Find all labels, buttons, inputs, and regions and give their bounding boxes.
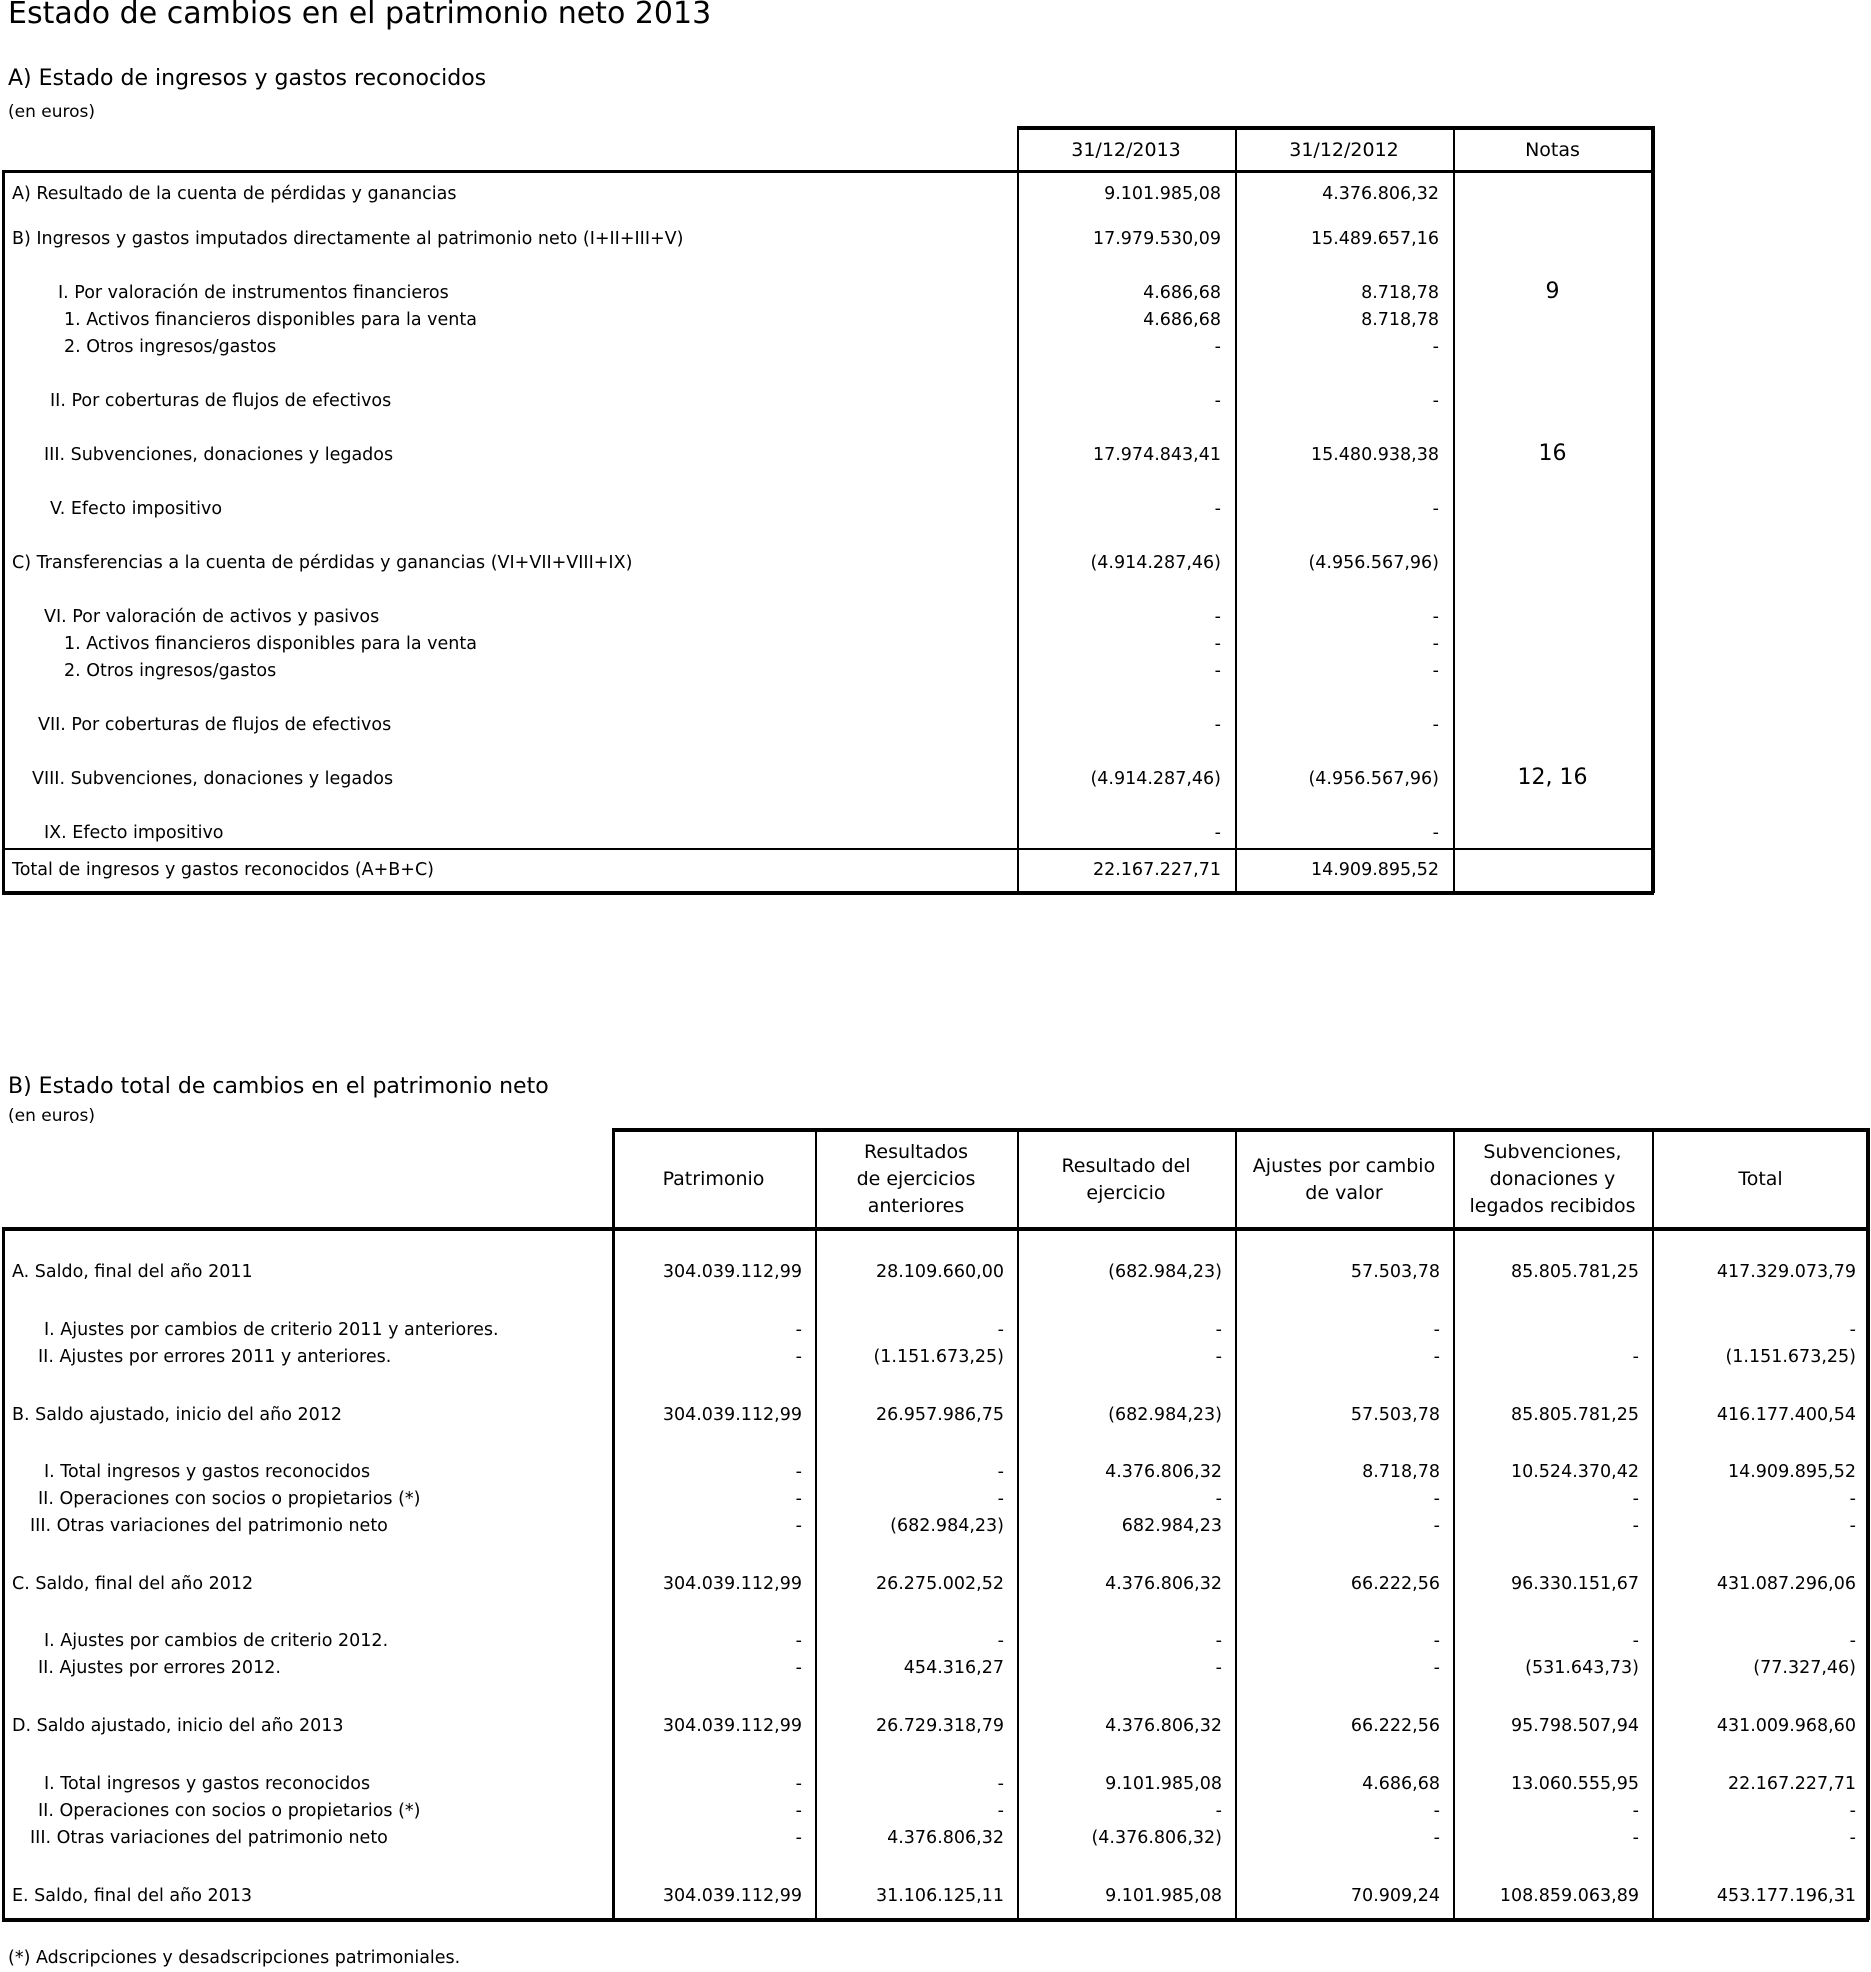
cell-value: 8.718,78 xyxy=(1362,1462,1440,1482)
column-header-line: Total xyxy=(1738,1168,1783,1190)
row-label: VII. Por coberturas de flujos de efectivos xyxy=(38,715,392,735)
cell-value: - xyxy=(1632,1631,1639,1651)
cell-value: (682.984,23) xyxy=(1108,1262,1222,1282)
cell-value: 57.503,78 xyxy=(1350,1405,1440,1425)
table-border xyxy=(1866,1128,1870,1920)
cell-value: 85.805.781,25 xyxy=(1510,1405,1639,1425)
cell-value: - xyxy=(997,1631,1004,1651)
row-label: III. Otras variaciones del patrimonio neto xyxy=(30,1516,388,1536)
cell-value: - xyxy=(795,1489,802,1509)
column-header-line: legados recibidos xyxy=(1469,1195,1636,1217)
cell-value: (1.151.673,25) xyxy=(873,1347,1004,1367)
cell-value: 417.329.073,79 xyxy=(1716,1262,1856,1282)
column-header-line: Resultados xyxy=(864,1141,968,1163)
cell-value: 57.503,78 xyxy=(1350,1262,1440,1282)
cell-value: - xyxy=(1215,1320,1222,1340)
value-2012: 4.376.806,32 xyxy=(1322,184,1439,204)
cell-value: (682.984,23) xyxy=(890,1516,1004,1536)
value-2013: 4.686,68 xyxy=(1143,310,1221,330)
row-label: A) Resultado de la cuenta de pérdidas y ganancias xyxy=(12,184,457,204)
row-label: III. Otras variaciones del patrimonio neto xyxy=(30,1828,388,1848)
row-label: I. Ajustes por cambios de criterio 2011 y anteriores. xyxy=(44,1320,499,1340)
row-label: I. Total ingresos y gastos reconocidos xyxy=(44,1774,371,1794)
nota-ref: 16 xyxy=(1538,441,1567,466)
row-label: A. Saldo, final del año 2011 xyxy=(12,1262,253,1282)
cell-value: 682.984,23 xyxy=(1121,1516,1222,1536)
cell-value: 454.316,27 xyxy=(903,1658,1004,1678)
row-label: 1. Activos financieros disponibles para la venta xyxy=(64,634,477,654)
cell-value: - xyxy=(1849,1489,1856,1509)
value-2012: - xyxy=(1432,391,1439,411)
column-header-line: ejercicio xyxy=(1086,1181,1166,1204)
table-border xyxy=(2,1227,5,1920)
cell-value: (682.984,23) xyxy=(1108,1405,1222,1425)
value-2013: - xyxy=(1214,715,1221,735)
cell-value: 9.101.985,08 xyxy=(1105,1886,1222,1906)
value-2013: (4.914.287,46) xyxy=(1090,769,1221,789)
cell-value: - xyxy=(1433,1631,1440,1651)
cell-value: - xyxy=(1632,1347,1639,1367)
cell-value: - xyxy=(1849,1320,1856,1340)
value-2012: 15.480.938,38 xyxy=(1310,445,1439,465)
cell-value: 22.167.227,71 xyxy=(1727,1774,1856,1794)
column-header-line: donaciones y xyxy=(1489,1168,1616,1190)
cell-value: - xyxy=(795,1516,802,1536)
cell-value: 13.060.555,95 xyxy=(1510,1774,1639,1794)
value-2012: - xyxy=(1432,661,1439,681)
column-header: Notas xyxy=(1525,138,1580,161)
value-2013: - xyxy=(1214,823,1221,843)
section-a-unit: (en euros) xyxy=(8,102,96,122)
cell-value: 108.859.063,89 xyxy=(1499,1886,1639,1906)
cell-value: - xyxy=(1632,1828,1639,1848)
row-label: E. Saldo, final del año 2013 xyxy=(12,1886,253,1906)
row-label: 1. Activos financieros disponibles para la venta xyxy=(64,310,477,330)
cell-value: 304.039.112,99 xyxy=(662,1886,802,1906)
cell-value: 431.087.296,06 xyxy=(1716,1574,1856,1594)
value-2013: 9.101.985,08 xyxy=(1104,184,1221,204)
column-header-line: de valor xyxy=(1305,1181,1383,1204)
cell-value: - xyxy=(1433,1801,1440,1821)
cell-value: (1.151.673,25) xyxy=(1725,1347,1856,1367)
value-2013: (4.914.287,46) xyxy=(1090,553,1221,573)
row-label: 2. Otros ingresos/gastos xyxy=(64,337,277,357)
cell-value: - xyxy=(997,1462,1004,1482)
cell-value: - xyxy=(1215,1347,1222,1367)
row-label: II. Ajustes por errores 2012. xyxy=(38,1658,281,1678)
row-label: B. Saldo ajustado, inicio del año 2012 xyxy=(12,1405,343,1425)
row-label: D. Saldo ajustado, inicio del año 2013 xyxy=(12,1716,344,1736)
column-header-line: Subvenciones, xyxy=(1483,1141,1622,1163)
cell-value: 304.039.112,99 xyxy=(662,1716,802,1736)
column-header xyxy=(1652,1130,1869,1229)
cell-value: 14.909.895,52 xyxy=(1727,1462,1856,1482)
column-header xyxy=(815,1130,1017,1229)
cell-value: 4.376.806,32 xyxy=(1105,1462,1222,1482)
cell-value: 431.009.968,60 xyxy=(1716,1716,1856,1736)
column-header xyxy=(1453,1130,1652,1229)
value-2012: - xyxy=(1432,715,1439,735)
cell-value: 304.039.112,99 xyxy=(662,1262,802,1282)
table-border xyxy=(2,170,1654,173)
cell-value: - xyxy=(795,1828,802,1848)
cell-value: - xyxy=(1849,1828,1856,1848)
cell-value: 10.524.370,42 xyxy=(1510,1462,1639,1482)
column-header-line: de ejercicios xyxy=(856,1168,976,1190)
cell-value: 28.109.660,00 xyxy=(875,1262,1004,1282)
cell-value: 9.101.985,08 xyxy=(1105,1774,1222,1794)
cell-value: - xyxy=(1849,1631,1856,1651)
cell-value: 85.805.781,25 xyxy=(1510,1262,1639,1282)
cell-value: 453.177.196,31 xyxy=(1716,1886,1856,1906)
row-label: B) Ingresos y gastos imputados directamente al patrimonio neto (I+II+III+V) xyxy=(12,229,684,249)
cell-value: - xyxy=(1215,1631,1222,1651)
cell-value: - xyxy=(997,1801,1004,1821)
value-2013: - xyxy=(1214,661,1221,681)
footnote: (*) Adscripciones y desadscripciones patrimoniales. xyxy=(8,1948,461,1968)
value-2012: - xyxy=(1432,634,1439,654)
cell-value: 26.729.318,79 xyxy=(875,1716,1004,1736)
row-label: Total de ingresos y gastos reconocidos (A+B+C) xyxy=(12,860,434,880)
row-label: I. Ajustes por cambios de criterio 2012. xyxy=(44,1631,389,1651)
cell-value: - xyxy=(1433,1320,1440,1340)
table-border xyxy=(2,170,5,893)
column-header: 31/12/2013 xyxy=(1071,138,1181,161)
cell-value: - xyxy=(795,1774,802,1794)
column-header-line: anteriores xyxy=(867,1195,965,1217)
column-header-line: Patrimonio xyxy=(662,1168,765,1190)
row-label: C. Saldo, final del año 2012 xyxy=(12,1574,254,1594)
cell-value: 304.039.112,99 xyxy=(662,1574,802,1594)
row-label: III. Subvenciones, donaciones y legados xyxy=(44,445,394,465)
section-a-heading: A) Estado de ingresos y gastos reconocidos xyxy=(8,66,487,91)
cell-value: (531.643,73) xyxy=(1525,1658,1639,1678)
table-border xyxy=(2,1918,1869,1922)
cell-value: 4.376.806,32 xyxy=(1105,1574,1222,1594)
cell-value: - xyxy=(1632,1489,1639,1509)
value-2012: - xyxy=(1432,499,1439,519)
column-header xyxy=(1235,1130,1453,1229)
row-label: VIII. Subvenciones, donaciones y legados xyxy=(32,769,394,789)
cell-value: - xyxy=(1215,1801,1222,1821)
row-label: I. Total ingresos y gastos reconocidos xyxy=(44,1462,371,1482)
row-label: IX. Efecto impositivo xyxy=(44,823,224,843)
cell-value: 416.177.400,54 xyxy=(1716,1405,1856,1425)
table-border xyxy=(2,891,1654,895)
cell-value: 66.222,56 xyxy=(1350,1574,1440,1594)
cell-value: - xyxy=(1215,1489,1222,1509)
nota-ref: 12, 16 xyxy=(1517,765,1588,790)
cell-value: 4.376.806,32 xyxy=(1105,1716,1222,1736)
value-2013: - xyxy=(1214,337,1221,357)
cell-value: - xyxy=(1433,1489,1440,1509)
value-2012: - xyxy=(1432,337,1439,357)
value-2013: - xyxy=(1214,391,1221,411)
value-2012: 8.718,78 xyxy=(1361,310,1439,330)
cell-value: - xyxy=(795,1320,802,1340)
value-2012: 15.489.657,16 xyxy=(1310,229,1439,249)
row-label: II. Ajustes por errores 2011 y anteriores. xyxy=(38,1347,392,1367)
cell-value: 95.798.507,94 xyxy=(1510,1716,1639,1736)
row-label: II. Por coberturas de flujos de efectivos xyxy=(50,391,392,411)
row-label: 2. Otros ingresos/gastos xyxy=(64,661,277,681)
cell-value: 66.222,56 xyxy=(1350,1716,1440,1736)
cell-value: - xyxy=(997,1774,1004,1794)
value-2013: 17.979.530,09 xyxy=(1092,229,1221,249)
section-b-unit: (en euros) xyxy=(8,1106,96,1126)
cell-value: - xyxy=(997,1320,1004,1340)
cell-value: - xyxy=(795,1658,802,1678)
cell-value: - xyxy=(997,1489,1004,1509)
nota-ref: 9 xyxy=(1545,279,1560,304)
row-label: VI. Por valoración de activos y pasivos xyxy=(44,607,380,627)
value-2013: 4.686,68 xyxy=(1143,283,1221,303)
cell-value: 304.039.112,99 xyxy=(662,1405,802,1425)
row-label: C) Transferencias a la cuenta de pérdidas y ganancias (VI+VII+VIII+IX) xyxy=(12,553,633,573)
value-2013: - xyxy=(1214,607,1221,627)
column-header-line: Resultado del xyxy=(1061,1154,1191,1177)
cell-value: - xyxy=(1433,1347,1440,1367)
cell-value: - xyxy=(1433,1658,1440,1678)
row-label: V. Efecto impositivo xyxy=(50,499,223,519)
cell-value: - xyxy=(795,1462,802,1482)
cell-value: 96.330.151,67 xyxy=(1510,1574,1639,1594)
value-2012: (4.956.567,96) xyxy=(1308,553,1439,573)
cell-value: - xyxy=(1433,1828,1440,1848)
cell-value: 31.106.125,11 xyxy=(875,1886,1004,1906)
cell-value: - xyxy=(795,1631,802,1651)
cell-value: - xyxy=(1433,1516,1440,1536)
column-header xyxy=(1017,1130,1235,1229)
value-2012: 14.909.895,52 xyxy=(1310,860,1439,880)
column-header-line: Ajustes por cambio xyxy=(1252,1154,1436,1177)
page-title: Estado de cambios en el patrimonio neto 2013 xyxy=(8,0,712,31)
cell-value: 26.275.002,52 xyxy=(875,1574,1004,1594)
cell-value: 4.686,68 xyxy=(1362,1774,1440,1794)
value-2012: (4.956.567,96) xyxy=(1308,769,1439,789)
section-b-heading: B) Estado total de cambios en el patrimonio neto xyxy=(8,1074,549,1099)
cell-value: 70.909,24 xyxy=(1350,1886,1440,1906)
table-border xyxy=(1017,126,1654,130)
row-label: II. Operaciones con socios o propietarios (*) xyxy=(38,1801,421,1821)
value-2013: 22.167.227,71 xyxy=(1092,860,1221,880)
row-label: I. Por valoración de instrumentos financieros xyxy=(58,283,449,303)
cell-value: (4.376.806,32) xyxy=(1091,1828,1222,1848)
cell-value: - xyxy=(1849,1516,1856,1536)
column-header xyxy=(612,1130,815,1229)
table-border xyxy=(2,848,1654,850)
row-label: II. Operaciones con socios o propietarios (*) xyxy=(38,1489,421,1509)
value-2013: - xyxy=(1214,499,1221,519)
column-header: 31/12/2012 xyxy=(1289,138,1399,161)
cell-value: (77.327,46) xyxy=(1753,1658,1856,1678)
cell-value: - xyxy=(1215,1658,1222,1678)
value-2012: 8.718,78 xyxy=(1361,283,1439,303)
cell-value: - xyxy=(1632,1516,1639,1536)
value-2012: - xyxy=(1432,607,1439,627)
cell-value: 4.376.806,32 xyxy=(887,1828,1004,1848)
value-2013: - xyxy=(1214,634,1221,654)
value-2012: - xyxy=(1432,823,1439,843)
cell-value: - xyxy=(795,1347,802,1367)
cell-value: - xyxy=(1632,1801,1639,1821)
cell-value: - xyxy=(795,1801,802,1821)
value-2013: 17.974.843,41 xyxy=(1092,445,1221,465)
cell-value: - xyxy=(1849,1801,1856,1821)
cell-value: 26.957.986,75 xyxy=(875,1405,1004,1425)
